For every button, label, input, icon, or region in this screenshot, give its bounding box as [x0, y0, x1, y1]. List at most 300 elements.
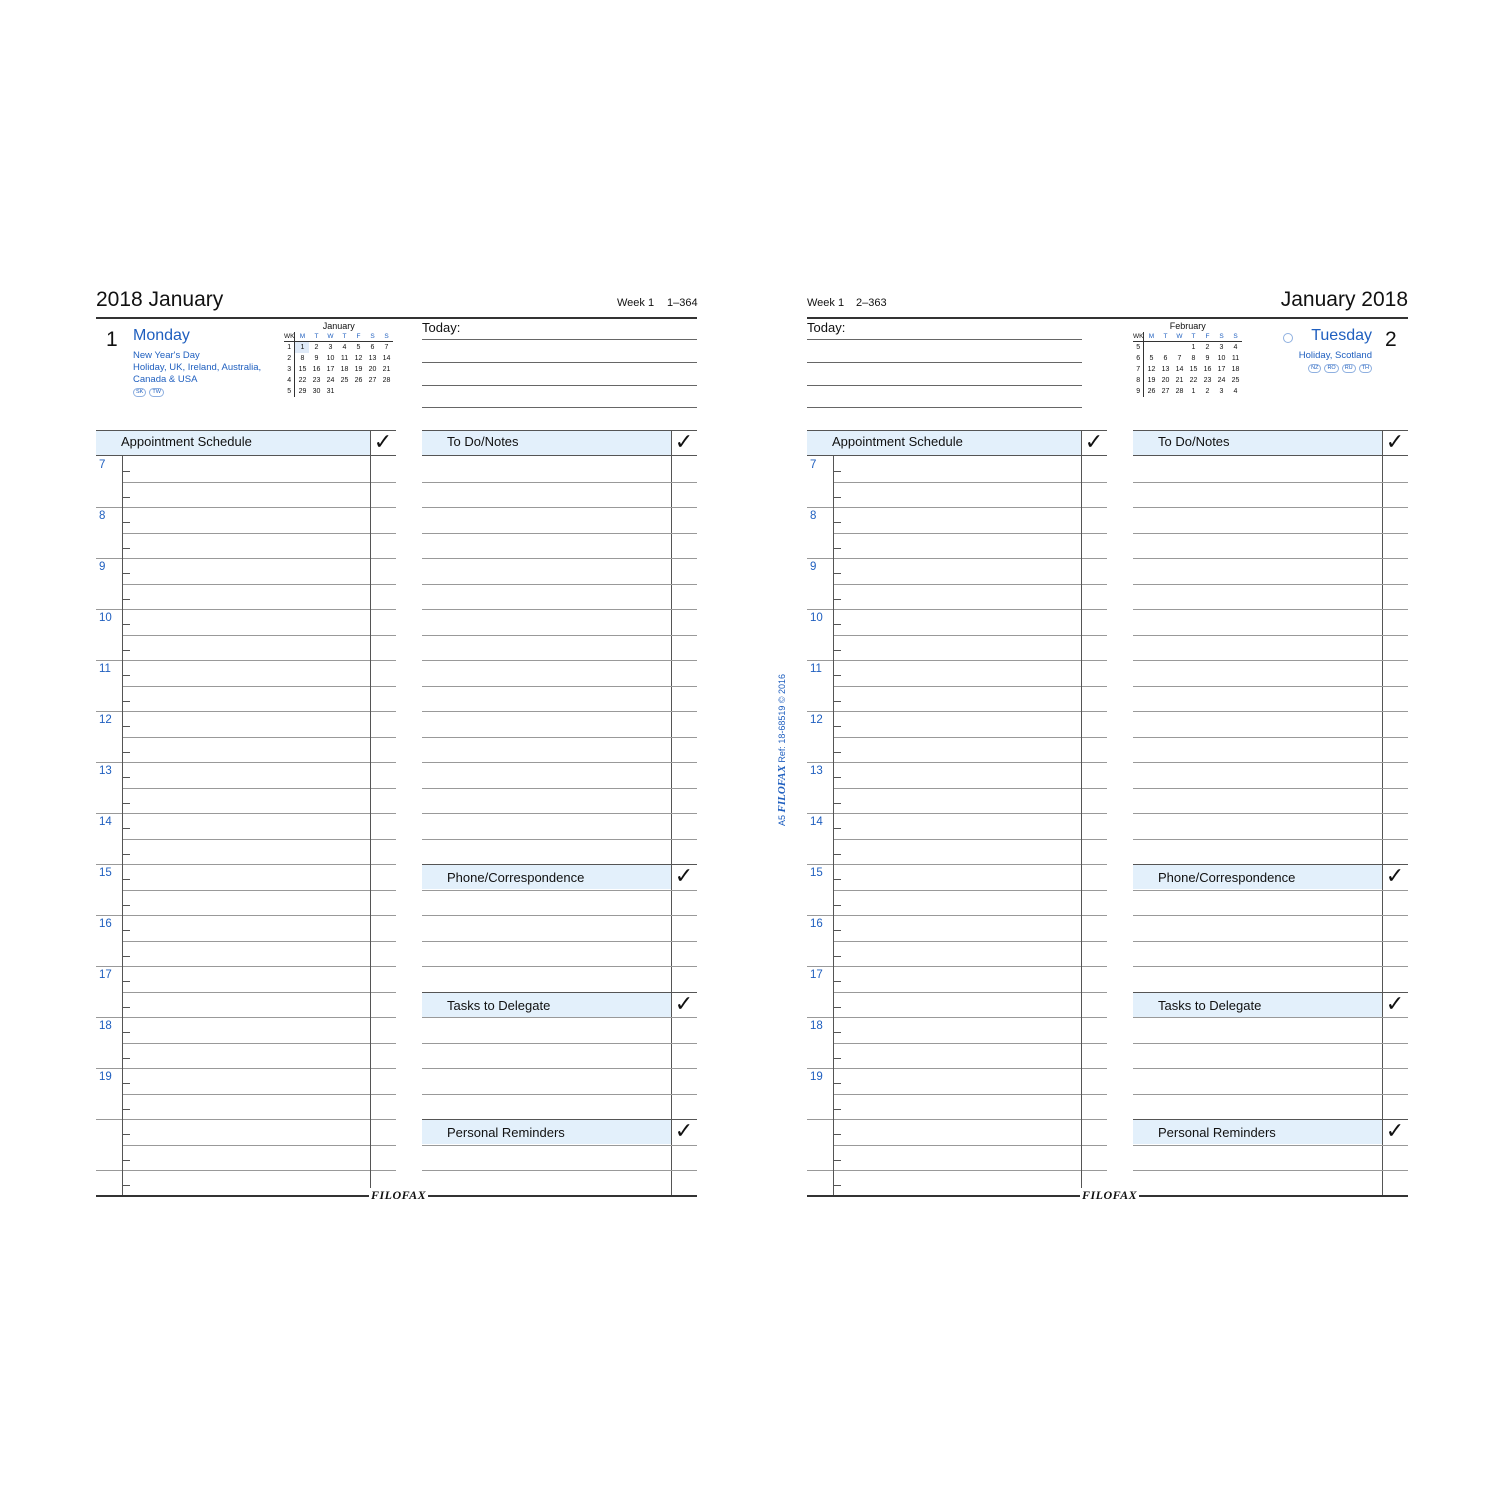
right-mini-calendar-cell — [1144, 342, 1159, 354]
right-todo-line[interactable] — [1133, 584, 1408, 585]
right-todo-header-rule — [1133, 455, 1408, 456]
right-appointment-line[interactable] — [833, 941, 1107, 942]
right-mini-calendar-cell: 28 — [1175, 388, 1184, 395]
left-mini-calendar-cell: 21 — [382, 366, 391, 373]
right-hour-label: 15 — [810, 867, 823, 879]
left-half-hour-tick — [123, 879, 130, 880]
left-appointment-line[interactable] — [122, 660, 396, 661]
left-todo-line[interactable] — [422, 839, 697, 840]
left-todo-line[interactable] — [422, 584, 697, 585]
left-hour-divider — [96, 507, 122, 508]
right-todo-check-icon: ✓ — [1385, 429, 1405, 454]
left-todo-line[interactable] — [422, 533, 697, 534]
left-half-hour-tick — [123, 777, 130, 778]
left-today-line[interactable] — [422, 385, 697, 386]
right-appointment-line[interactable] — [833, 839, 1107, 840]
left-hour-label: 12 — [99, 714, 112, 726]
right-half-hour-tick — [834, 548, 841, 549]
left-mini-calendar-cell: 14 — [382, 355, 391, 362]
right-half-hour-tick — [834, 905, 841, 906]
left-hour-label: 8 — [99, 510, 106, 522]
left-hour-divider — [96, 813, 122, 814]
right-hour-divider — [807, 609, 833, 610]
right-hour-label: 10 — [810, 612, 823, 624]
right-mini-calendar-cell: 12 — [1147, 366, 1156, 373]
left-todo-title: To Do/Notes — [447, 434, 519, 449]
right-mini-calendar-cell: 13 — [1161, 366, 1170, 373]
right-hour-divider — [807, 864, 833, 865]
left-mini-calendar-cell: 4 — [284, 375, 295, 386]
right-todo-line[interactable] — [1133, 813, 1408, 814]
right-appointment-line[interactable] — [833, 635, 1107, 636]
right-todo-line[interactable] — [1133, 1145, 1408, 1146]
right-appointment-line[interactable] — [833, 1170, 1107, 1171]
right-hour-label: 13 — [810, 765, 823, 777]
right-hour-divider — [807, 915, 833, 916]
left-appointment-line[interactable] — [122, 635, 396, 636]
left-half-hour-tick — [123, 956, 130, 957]
right-mini-calendar-cell: 7 — [1133, 364, 1144, 375]
left-hour-divider — [96, 609, 122, 610]
right-appointment-line[interactable] — [833, 1043, 1107, 1044]
right-todo-line[interactable] — [1133, 609, 1408, 610]
left-week-label: Week 1 — [617, 297, 655, 309]
right-mini-calendar-header: W — [1172, 332, 1186, 342]
left-todo-line[interactable] — [422, 711, 697, 712]
right-half-hour-tick — [834, 1160, 841, 1161]
right-delegate-top-rule — [1133, 992, 1408, 993]
left-appointment-line[interactable] — [122, 1170, 396, 1171]
left-hour-divider — [96, 660, 122, 661]
right-half-hour-tick — [834, 752, 841, 753]
left-hour-label: 7 — [99, 459, 106, 471]
right-appointment-line[interactable] — [833, 762, 1107, 763]
right-mini-calendar-cell: 7 — [1177, 355, 1182, 362]
right-appointment-line[interactable] — [833, 864, 1107, 865]
right-hour-divider — [807, 1017, 833, 1018]
right-badge: TH — [1359, 364, 1372, 373]
left-day-name: Monday — [133, 327, 190, 344]
left-todo-line[interactable] — [422, 1017, 697, 1018]
right-hour-label: 12 — [810, 714, 823, 726]
left-todo-line[interactable] — [422, 686, 697, 687]
left-half-hour-tick — [123, 675, 130, 676]
right-todo-line[interactable] — [1133, 966, 1408, 967]
right-half-hour-tick — [834, 1134, 841, 1135]
right-todo-line[interactable] — [1133, 507, 1408, 508]
right-appointment-line[interactable] — [833, 737, 1107, 738]
left-hour-label: 16 — [99, 918, 112, 930]
right-hour-label: 19 — [810, 1071, 823, 1083]
right-half-hour-tick — [834, 854, 841, 855]
left-hour-divider — [96, 558, 122, 559]
right-todo-line[interactable] — [1133, 482, 1408, 483]
right-half-hour-tick — [834, 1058, 841, 1059]
right-appointment-line[interactable] — [833, 686, 1107, 687]
right-hour-divider — [807, 1170, 833, 1171]
right-todo-line[interactable] — [1133, 558, 1408, 559]
right-todo-line[interactable] — [1133, 711, 1408, 712]
left-appointment-line[interactable] — [122, 839, 396, 840]
left-appointment-header-rule — [96, 455, 396, 456]
right-half-hour-tick — [834, 1083, 841, 1084]
left-mini-calendar-cell: 29 — [298, 388, 307, 395]
left-appointment-line[interactable] — [122, 762, 396, 763]
right-appointment-line[interactable] — [833, 711, 1107, 712]
left-hour-label: 11 — [99, 663, 111, 675]
left-appointment-line[interactable] — [122, 1145, 396, 1146]
left-hour-divider — [96, 711, 122, 712]
right-todo-line[interactable] — [1133, 635, 1408, 636]
right-appointment-header-rule — [807, 455, 1107, 456]
right-appointment-title: Appointment Schedule — [832, 434, 963, 449]
right-todo-line[interactable] — [1133, 890, 1408, 891]
right-appointment-line[interactable] — [833, 992, 1107, 993]
left-todo-header-rule — [422, 455, 697, 456]
right-mini-calendar-cell: 1 — [1191, 344, 1196, 351]
right-mini-calendar-cell: 4 — [1233, 388, 1238, 395]
right-todo-line[interactable] — [1133, 915, 1408, 916]
right-mini-calendar-cell: 6 — [1163, 355, 1168, 362]
right-hour-label: 9 — [810, 561, 817, 573]
left-phone-top-rule — [422, 864, 697, 865]
right-appointment-line[interactable] — [833, 584, 1107, 585]
right-mini-calendar-cell: 5 — [1133, 342, 1144, 354]
left-mini-calendar-cell: 1 — [295, 342, 310, 354]
left-mini-calendar-cell: 17 — [326, 366, 335, 373]
right-appointment-line[interactable] — [833, 915, 1107, 916]
right-mini-calendar-header: T — [1186, 332, 1200, 342]
left-appointment-check-icon: ✓ — [373, 429, 393, 454]
right-hour-divider — [807, 813, 833, 814]
right-mini-calendar-cell: 22 — [1189, 377, 1198, 384]
left-appointment-line[interactable] — [122, 737, 396, 738]
left-todo-line[interactable] — [422, 966, 697, 967]
right-appointment-line[interactable] — [833, 1145, 1107, 1146]
right-hour-divider — [807, 507, 833, 508]
right-badge: NZ — [1308, 364, 1321, 373]
right-todo-line[interactable] — [1133, 1043, 1408, 1044]
left-todo-line[interactable] — [422, 558, 697, 559]
left-todo-line[interactable] — [422, 609, 697, 610]
right-mini-calendar-cell: 20 — [1161, 377, 1170, 384]
left-holiday-text — [133, 350, 261, 386]
left-todo-line[interactable] — [422, 941, 697, 942]
right-mini-calendar — [1133, 321, 1242, 397]
left-half-hour-tick — [123, 522, 130, 523]
right-mini-calendar-month: February — [1169, 321, 1206, 331]
right-half-hour-tick — [834, 599, 841, 600]
right-half-hour-tick — [834, 1032, 841, 1033]
right-half-hour-tick — [834, 803, 841, 804]
right-mini-calendar-cell: 8 — [1191, 355, 1196, 362]
left-filofax-logo: FILOFAX — [371, 1188, 427, 1202]
right-hour-label: 8 — [810, 510, 817, 522]
left-appointment-line[interactable] — [122, 941, 396, 942]
right-appointment-line[interactable] — [833, 660, 1107, 661]
right-todo-line[interactable] — [1133, 941, 1408, 942]
right-moon-phase-icon — [1283, 333, 1293, 343]
left-todo-line[interactable] — [422, 788, 697, 789]
right-appointment-line[interactable] — [833, 558, 1107, 559]
left-badges — [133, 388, 164, 397]
left-appointment-title: Appointment Schedule — [121, 434, 252, 449]
left-todo-line[interactable] — [422, 813, 697, 814]
right-week-label: Week 1 — [807, 297, 845, 309]
left-half-hour-tick — [123, 701, 130, 702]
left-mini-calendar-header: T — [337, 332, 351, 342]
right-hour-label: 14 — [810, 816, 823, 828]
right-mini-calendar-cell: 2 — [1205, 344, 1210, 351]
left-mini-calendar-cell: 8 — [300, 355, 305, 362]
right-mini-calendar-cell: 19 — [1147, 377, 1156, 384]
right-appointment-line[interactable] — [833, 1094, 1107, 1095]
left-todo-line[interactable] — [422, 482, 697, 483]
left-hour-divider — [96, 1068, 122, 1069]
left-todo-line[interactable] — [422, 1145, 697, 1146]
left-mini-calendar-cell: 11 — [340, 355, 349, 362]
left-mini-calendar-cell: 30 — [312, 388, 321, 395]
right-mini-calendar-cell: 27 — [1161, 388, 1170, 395]
left-mini-calendar-cell: 13 — [368, 355, 377, 362]
left-todo-line[interactable] — [422, 915, 697, 916]
left-appointment-line[interactable] — [122, 890, 396, 891]
left-appointment-line[interactable] — [122, 686, 396, 687]
right-mini-calendar-header: S — [1214, 332, 1228, 342]
right-appointment-line[interactable] — [833, 507, 1107, 508]
right-mini-calendar-cell: 1 — [1191, 388, 1196, 395]
left-half-hour-tick — [123, 828, 130, 829]
right-todo-line[interactable] — [1133, 533, 1408, 534]
right-today-line[interactable] — [807, 339, 1082, 340]
side-reference-text — [776, 674, 788, 826]
left-mini-calendar-cell: 15 — [298, 366, 307, 373]
left-todo-line[interactable] — [422, 1170, 697, 1171]
left-appointment-line[interactable] — [122, 915, 396, 916]
right-mini-calendar-cell: 11 — [1231, 355, 1240, 362]
right-mini-calendar-cell — [1158, 342, 1172, 354]
left-today-line[interactable] — [422, 407, 697, 408]
left-half-hour-tick — [123, 471, 130, 472]
right-mini-calendar-cell: 4 — [1233, 344, 1238, 351]
right-mini-calendar-cell: 25 — [1231, 377, 1240, 384]
left-appointment-time-divider — [122, 456, 123, 1195]
left-appointment-line[interactable] — [122, 533, 396, 534]
right-reminders-top-rule — [1133, 1119, 1408, 1120]
left-reminders-check-icon: ✓ — [674, 1118, 694, 1143]
left-half-hour-tick — [123, 1058, 130, 1059]
left-appointment-line[interactable] — [122, 584, 396, 585]
right-appointment-line[interactable] — [833, 1017, 1107, 1018]
left-delegate-title: Tasks to Delegate — [447, 998, 551, 1013]
left-appointment-line[interactable] — [122, 966, 396, 967]
right-hour-divider — [807, 1119, 833, 1120]
right-appointment-line[interactable] — [833, 890, 1107, 891]
left-mini-calendar-cell: 27 — [368, 377, 377, 384]
right-appointment-line[interactable] — [833, 788, 1107, 789]
right-todo-line[interactable] — [1133, 839, 1408, 840]
left-half-hour-tick — [123, 624, 130, 625]
right-mini-calendar-cell: 21 — [1175, 377, 1184, 384]
right-appointment-top-rule — [807, 430, 1107, 431]
right-todo-line[interactable] — [1133, 1017, 1408, 1018]
right-hour-label: 16 — [810, 918, 823, 930]
right-hour-divider — [807, 1068, 833, 1069]
left-mini-calendar-cell: 12 — [354, 355, 363, 362]
left-todo-line[interactable] — [422, 660, 697, 661]
right-badges — [1308, 364, 1372, 373]
right-appointment-time-divider — [833, 456, 834, 1195]
left-half-hour-tick — [123, 1083, 130, 1084]
left-half-hour-tick — [123, 726, 130, 727]
right-todo-line[interactable] — [1133, 1094, 1408, 1095]
left-holiday-line: New Year's Day — [133, 350, 200, 361]
right-half-hour-tick — [834, 930, 841, 931]
right-appointment-check-icon: ✓ — [1084, 429, 1104, 454]
left-appointment-top-rule — [96, 430, 396, 431]
left-appointment-line[interactable] — [122, 864, 396, 865]
right-todo-line[interactable] — [1133, 660, 1408, 661]
left-appointment-line[interactable] — [122, 507, 396, 508]
left-half-hour-tick — [123, 548, 130, 549]
right-badge: RU — [1342, 364, 1356, 373]
right-half-hour-tick — [834, 981, 841, 982]
left-hour-label: 19 — [99, 1071, 112, 1083]
left-half-hour-tick — [123, 1007, 130, 1008]
left-mini-calendar-header: S — [365, 332, 379, 342]
left-mini-calendar-cell: 5 — [356, 344, 361, 351]
side-brand: FILOFAX — [776, 765, 788, 813]
left-holiday-line: Canada & USA — [133, 374, 198, 385]
left-today-line[interactable] — [422, 339, 697, 340]
left-hour-label: 10 — [99, 612, 112, 624]
right-today-line[interactable] — [807, 407, 1082, 408]
right-appointment-line[interactable] — [833, 813, 1107, 814]
right-appointment-line[interactable] — [833, 482, 1107, 483]
right-delegate-check-icon: ✓ — [1385, 991, 1405, 1016]
right-mini-calendar-cell: 23 — [1203, 377, 1212, 384]
left-appointment-line[interactable] — [122, 482, 396, 483]
left-today-line[interactable] — [422, 362, 697, 363]
right-mini-calendar-cell: 9 — [1205, 355, 1210, 362]
right-half-hour-tick — [834, 956, 841, 957]
left-todo-line[interactable] — [422, 635, 697, 636]
left-half-hour-tick — [123, 650, 130, 651]
left-appointment-line[interactable] — [122, 609, 396, 610]
left-phone-check-icon: ✓ — [674, 863, 694, 888]
left-todo-line[interactable] — [422, 762, 697, 763]
left-appointment-line[interactable] — [122, 1043, 396, 1044]
left-mini-calendar-cell: 9 — [314, 355, 319, 362]
left-appointment-line[interactable] — [122, 1119, 396, 1120]
left-mini-calendar-cell: 19 — [354, 366, 363, 373]
left-appointment-line[interactable] — [122, 1068, 396, 1069]
left-todo-check-icon: ✓ — [674, 429, 694, 454]
right-half-hour-tick — [834, 1109, 841, 1110]
right-today-label: Today: — [807, 320, 846, 335]
left-mini-calendar — [284, 321, 393, 397]
left-mini-calendar-cell: 31 — [326, 388, 335, 395]
left-hour-divider — [96, 762, 122, 763]
right-half-hour-tick — [834, 497, 841, 498]
left-mini-calendar-cell: 25 — [340, 377, 349, 384]
right-half-hour-tick — [834, 522, 841, 523]
left-todo-line[interactable] — [422, 737, 697, 738]
right-phone-check-icon: ✓ — [1385, 863, 1405, 888]
right-appointment-line[interactable] — [833, 966, 1107, 967]
left-mini-calendar-cell: 22 — [298, 377, 307, 384]
right-todo-line[interactable] — [1133, 788, 1408, 789]
left-appointment-line[interactable] — [122, 813, 396, 814]
left-todo-line[interactable] — [422, 890, 697, 891]
left-reminders-title: Personal Reminders — [447, 1125, 565, 1140]
right-appointment-line[interactable] — [833, 609, 1107, 610]
left-phone-title: Phone/Correspondence — [447, 870, 585, 885]
left-mini-calendar-cell: 3 — [328, 344, 333, 351]
left-appointment-line[interactable] — [122, 1017, 396, 1018]
right-mini-calendar-cell: 5 — [1149, 355, 1154, 362]
right-todo-line[interactable] — [1133, 737, 1408, 738]
right-half-hour-tick — [834, 624, 841, 625]
side-ref: Ref: 18-68519 © 2016 — [777, 673, 787, 763]
right-half-hour-tick — [834, 650, 841, 651]
left-half-hour-tick — [123, 930, 130, 931]
right-todo-line[interactable] — [1133, 1170, 1408, 1171]
left-appointment-line[interactable] — [122, 788, 396, 789]
left-today-label: Today: — [422, 320, 461, 335]
right-hour-divider — [807, 762, 833, 763]
left-half-hour-tick — [123, 905, 130, 906]
left-badge: TW — [149, 388, 164, 397]
left-appointment-line[interactable] — [122, 711, 396, 712]
right-appointment-line[interactable] — [833, 533, 1107, 534]
right-todo-line[interactable] — [1133, 762, 1408, 763]
right-todo-line[interactable] — [1133, 1068, 1408, 1069]
right-mini-calendar-cell: 8 — [1133, 375, 1144, 386]
left-mini-calendar-cell — [379, 386, 393, 397]
right-mini-calendar-cell: 3 — [1219, 344, 1224, 351]
left-todo-line[interactable] — [422, 1094, 697, 1095]
left-page-title: 2018 January — [96, 288, 224, 311]
right-mini-calendar-cell: 3 — [1219, 388, 1224, 395]
right-appointment-line[interactable] — [833, 1068, 1107, 1069]
left-appointment-line[interactable] — [122, 992, 396, 993]
right-phone-title: Phone/Correspondence — [1158, 870, 1296, 885]
left-hour-divider — [96, 1170, 122, 1171]
right-reminders-check-icon: ✓ — [1385, 1118, 1405, 1143]
right-appointment-line[interactable] — [833, 1119, 1107, 1120]
right-mini-calendar-header: T — [1158, 332, 1172, 342]
left-hour-divider — [96, 915, 122, 916]
right-today-line[interactable] — [807, 385, 1082, 386]
right-mini-calendar-cell: 6 — [1133, 353, 1144, 364]
left-todo-line[interactable] — [422, 1043, 697, 1044]
left-mini-calendar-header: S — [379, 332, 393, 342]
left-appointment-line[interactable] — [122, 558, 396, 559]
right-todo-line[interactable] — [1133, 686, 1408, 687]
left-todo-line[interactable] — [422, 1068, 697, 1069]
left-mini-calendar-cell: 24 — [326, 377, 335, 384]
right-hour-label: 11 — [810, 663, 822, 675]
left-mini-calendar-header: W — [323, 332, 337, 342]
left-mini-calendar-cell: 5 — [284, 386, 295, 397]
left-todo-line[interactable] — [422, 507, 697, 508]
left-mini-calendar-cell — [365, 386, 379, 397]
left-appointment-line[interactable] — [122, 1094, 396, 1095]
right-filofax-logo: FILOFAX — [1082, 1188, 1138, 1202]
right-mini-calendar-header: F — [1200, 332, 1214, 342]
right-today-line[interactable] — [807, 362, 1082, 363]
